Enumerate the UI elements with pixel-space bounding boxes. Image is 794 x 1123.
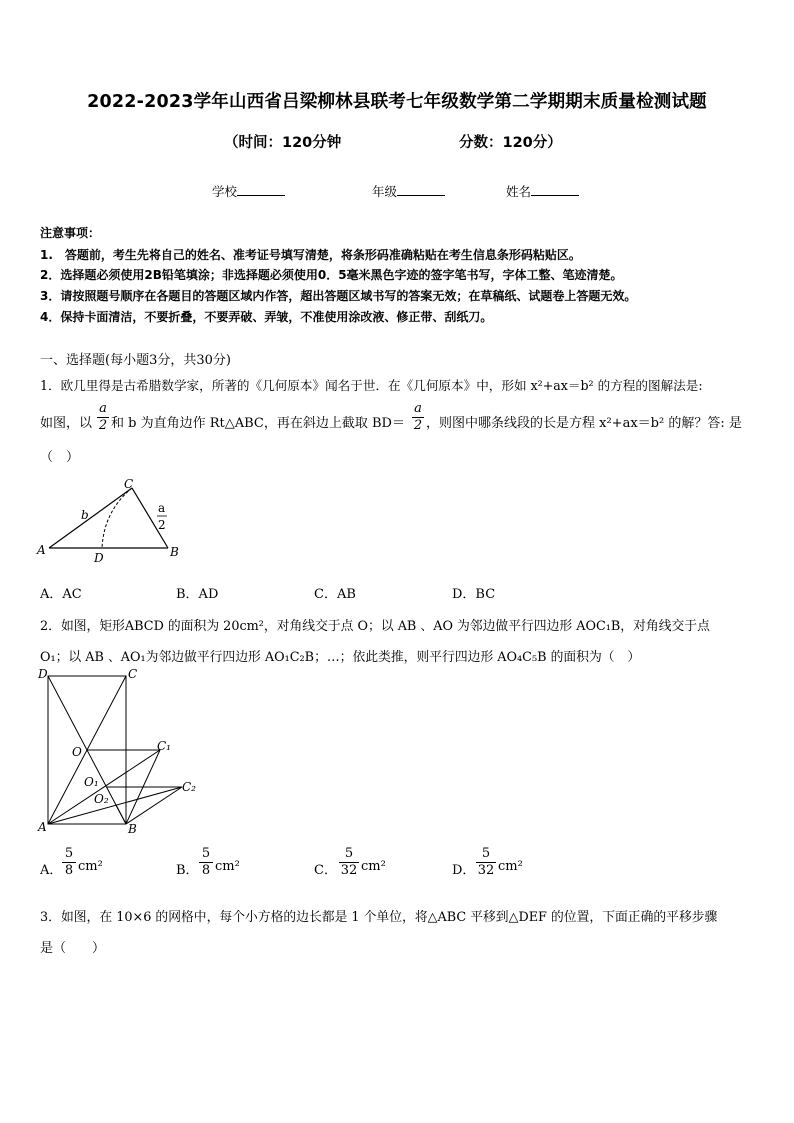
segment-o2b [116,805,126,824]
name-label: 姓名 [506,184,532,199]
arc-cd [102,488,132,548]
q1-option-b[interactable]: B．AD [176,587,219,602]
q2-option-a[interactable]: A． [40,863,63,878]
q1-line2b: 和 b 为直角边作 Rt△ABC，再在斜边上截取 BD＝ [111,416,405,431]
grade-blank[interactable] [397,183,445,196]
grade-label: 年级 [372,184,398,199]
q2-rectangle-figure [34,664,204,839]
q1-triangle-figure [34,476,194,566]
grade-field [372,182,445,200]
q1-option-c[interactable]: C．AB [314,587,356,602]
notice-item: 1. 答题前，考生先将自己的姓名、准考证号填写清楚，将条形码准确粘贴在考生信息条形码粘贴区。 [40,248,581,262]
q2-line2: O₁；以 AB 、AO₁为邻边做平行四边形 AO₁C₂B；…；依此类推，则平行四边形 AO₄C₅B 的面积为（ ） [40,650,641,665]
q2-option-d-unit: cm² [498,859,523,874]
label-a: A [38,820,47,834]
q2-option-a-unit: cm² [78,859,103,874]
q1-line2c: ，则图中哪条线段的长是方程 x²+ax＝b² 的解？答: 是 [426,416,742,431]
page-title: 2022-2023学年山西省吕梁柳林县联考七年级数学第二学期期末质量检测试题 [87,92,707,112]
q2-option-a-fraction: 5 8 [62,847,76,878]
label-frac-num: a [158,501,166,515]
name-blank[interactable] [531,183,579,196]
q2-option-b-unit: cm² [215,859,240,874]
label-b: B [170,545,179,559]
notice-heading: 注意事项： [40,226,101,240]
label-o: O [72,745,82,759]
q2-option-b-fraction: 5 8 [199,847,213,878]
label-frac-den: 2 [158,518,166,532]
q3-line1: 3．如图，在 10×6 的网格中，每个小方格的边长都是 1 个单位，将△ABC 平移到△DEF 的位置，下面正确的平移步骤 [40,910,718,925]
q1-line3: （ ） [40,450,80,465]
exam-score: 分数：120分） [459,135,562,151]
q1-line2a: 如图，以 [40,416,93,431]
label-c2: C₂ [182,780,196,794]
label-d: D [38,667,48,681]
notice-item: 2．选择题必须使用2B铅笔填涂；非选择题必须使用0．5毫米黑色字迹的签字笔书写，字体工整、笔迹清楚。 [40,268,623,282]
q2-option-d[interactable]: D． [452,863,476,878]
q1-option-a[interactable]: A．AC [40,587,82,602]
label-c: C [124,477,134,491]
q2-option-c-unit: cm² [361,859,386,874]
notice-item: 4．保持卡面清洁，不要折叠，不要弄破、弄皱，不准使用涂改液、修正带、刮纸刀。 [40,310,493,324]
school-label: 学校 [212,184,238,199]
exam-time: （时间：120分钟 [224,135,342,151]
side-ac [49,488,132,548]
q1-fraction: a 2 [98,401,108,433]
q2-option-b[interactable]: B． [176,863,199,878]
school-blank[interactable] [237,183,285,196]
q2-option-c[interactable]: C． [314,863,337,878]
q2-line1: 2．如图，矩形ABCD 的面积为 20cm²，对角线交于点 O；以 AB 、AO 为邻边做平行四边形 AOC₁B，对角线交于点 [40,619,710,634]
diagonal-ac2 [48,787,182,824]
label-side-b: b [81,508,89,522]
school-field [212,182,285,200]
label-b: B [128,822,137,836]
q1-fraction: a 2 [413,401,423,433]
notice-item: 3．请按照题号顺序在各题目的答题区域内作答，超出答题区域书写的答案无效；在草稿纸、试题卷上答题无效。 [40,289,637,303]
q2-option-c-fraction: 5 32 [340,846,358,878]
q1-option-d[interactable]: D．BC [452,587,496,602]
label-a: A [37,543,46,557]
label-d: D [94,551,104,565]
label-c1: C₁ [157,739,171,753]
q3-line2: 是（ ） [40,941,106,956]
name-field [506,182,579,200]
label-c: C [128,667,138,681]
section-heading: 一、选择题(每小题3分，共30分) [40,353,231,368]
q2-option-d-fraction: 5 32 [477,846,495,878]
q1-line1: 1．欧几里得是古希腊数学家，所著的《几何原本》闻名于世．在《几何原本》中，形如 x²+ax＝b² 的方程的图解法是: [40,378,703,393]
label-o1: O₁ [84,775,99,789]
label-o2: O₂ [94,792,109,806]
